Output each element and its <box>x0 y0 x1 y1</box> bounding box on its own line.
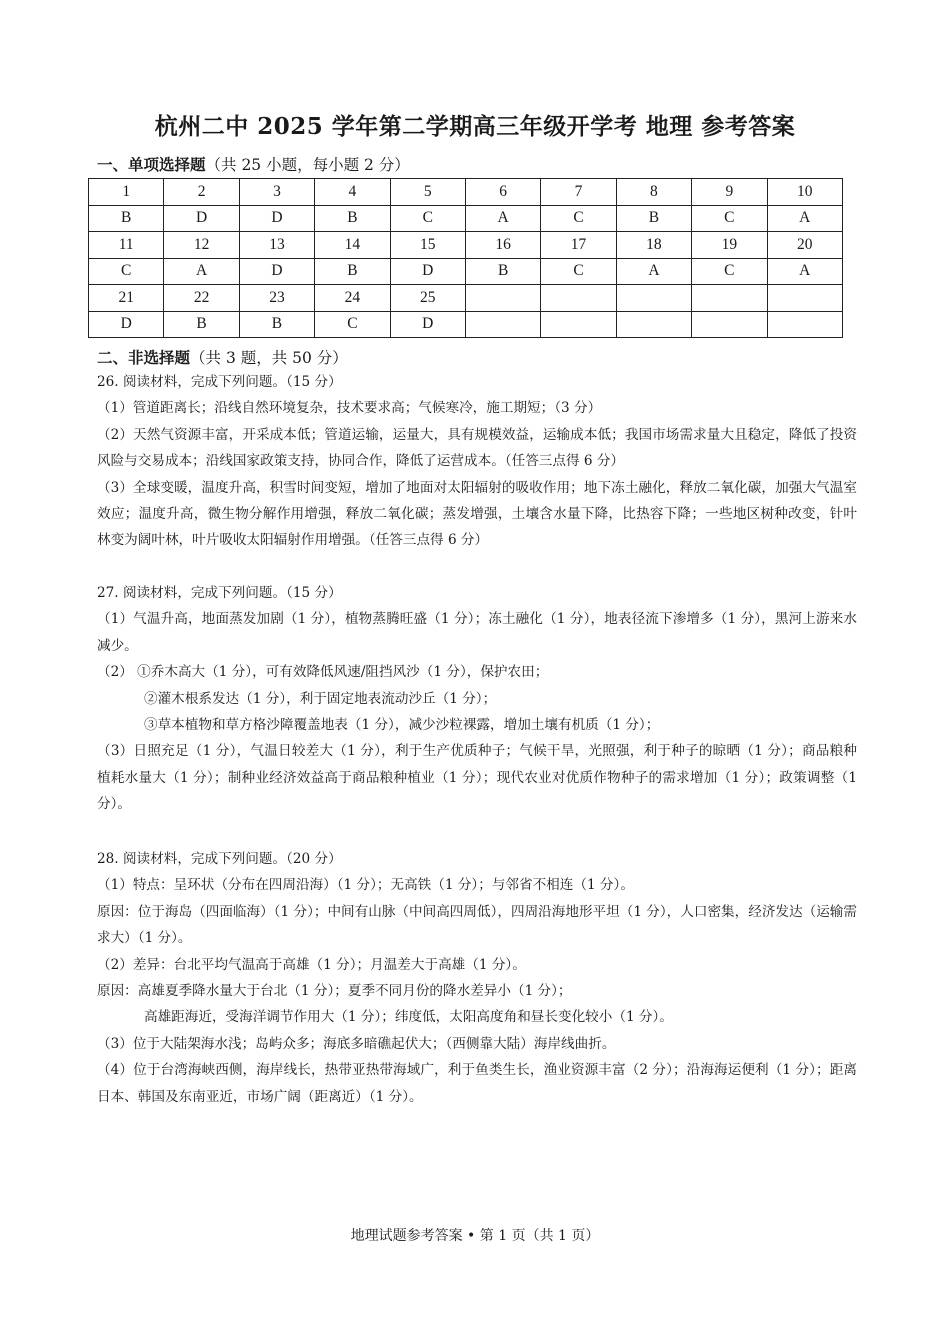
answer-cell: D <box>239 205 314 232</box>
section-heading-text: 二、非选择题 <box>97 348 191 367</box>
question-number-cell: 10 <box>767 179 842 206</box>
question-number-cell: 18 <box>616 232 691 259</box>
question-27-answer-2-3: ③草本植物和草方格沙障覆盖地表（1 分），减少沙粒裸露，增加土壤有机质（1 分）； <box>144 717 660 734</box>
answer-cell: C <box>390 205 465 232</box>
question-number-cell: 12 <box>164 232 239 259</box>
question-28-answer-2-reason-2: 高雄距海近，受海洋调节作用大（1 分）；纬度低，太阳高度角和昼长变化较小（1 分）。 <box>144 1009 673 1026</box>
question-number-cell: 8 <box>616 179 691 206</box>
answer-cell: B <box>89 205 164 232</box>
section-heading-choice <box>97 153 410 175</box>
section-heading-text: 一、单项选择题 <box>97 155 206 174</box>
question-number-cell <box>465 285 540 312</box>
question-number-cell <box>767 285 842 312</box>
question-27-header: 27. 阅读材料，完成下列问题。（15 分） <box>97 585 342 601</box>
question-28-answer-2: （2）差异：台北平均气温高于高雄（1 分）；月温差大于高雄（1 分）。 <box>97 956 526 973</box>
page-title: 杭州二中 2025 学年第二学期高三年级开学考 地理 参考答案 <box>154 113 796 140</box>
answer-cell: A <box>164 258 239 285</box>
question-number-cell: 21 <box>89 285 164 312</box>
question-number-cell: 19 <box>692 232 767 259</box>
answer-cell: B <box>315 258 390 285</box>
answer-cell: B <box>239 311 314 338</box>
answer-cell: C <box>541 205 616 232</box>
question-number-cell: 2 <box>164 179 239 206</box>
answer-cell: A <box>767 205 842 232</box>
question-number-cell: 9 <box>692 179 767 206</box>
answer-cell <box>692 311 767 338</box>
answer-cell: C <box>541 258 616 285</box>
answer-cell: D <box>390 258 465 285</box>
question-number-cell: 25 <box>390 285 465 312</box>
question-number-cell: 16 <box>465 232 540 259</box>
answer-row <box>89 311 843 338</box>
answer-cell: A <box>465 205 540 232</box>
answer-cell: B <box>164 311 239 338</box>
answer-table <box>88 178 843 338</box>
question-27-answer-3: （3）日照充足（1 分），气温日较差大（1 分），利于生产优质种子；气候干旱，光照强，利于种子的晾晒（1 分）；商品粮种植耗水量大（1 分）；制种业经济效益高于商品粮种植业（1 分）；现代农业对优质作物种子的需求增加（1 分）；政策调整（1 分）。 <box>97 743 857 813</box>
question-28-answer-4: （4）位于台湾海峡西侧，海岸线长，热带亚热带海域广，利于鱼类生长，渔业资源丰富（2 分）；沿海海运便利（1 分）；距离日本、韩国及东南亚近，市场广阔（距离近）（1 分）。 <box>97 1062 857 1105</box>
answer-row <box>89 205 843 232</box>
question-number-cell <box>692 285 767 312</box>
page-footer: 地理试题参考答案 • 第 1 页（共 1 页） <box>350 1228 600 1244</box>
answer-cell: B <box>616 205 691 232</box>
answer-cell <box>465 311 540 338</box>
answer-cell <box>616 311 691 338</box>
question-26-block <box>97 369 857 554</box>
section-heading-note: （共 3 题，共 50 分） <box>190 349 348 367</box>
question-number-cell: 1 <box>89 179 164 206</box>
question-27-answer-1: （1）气温升高，地面蒸发加剧（1 分），植物蒸腾旺盛（1 分）；冻土融化（1 分），地表径流下渗增多（1 分），黑河上游来水减少。 <box>97 611 857 654</box>
question-26-answer-3: （3）全球变暖，温度升高，积雪时间变短，增加了地面对太阳辐射的吸收作用；地下冻土融化，释放二氧化碳，加强大气温室效应；温度升高，微生物分解作用增强，释放二氧化碳；蒸发增强，土壤含水量下降，比热容下降；一些地区树种改变，针叶林变为阔叶林，叶片吸收太阳辐射作用增强。（任答三点得 6 分） <box>97 479 857 549</box>
question-number-cell: 23 <box>239 285 314 312</box>
question-26-answer-1: （1）管道距离长；沿线自然环境复杂，技术要求高；气候寒冷，施工期短；（3 分） <box>97 400 602 417</box>
answer-row <box>89 258 843 285</box>
answer-cell: B <box>465 258 540 285</box>
question-number-cell <box>616 285 691 312</box>
answer-cell: D <box>239 258 314 285</box>
answer-cell: C <box>692 205 767 232</box>
question-number-cell: 13 <box>239 232 314 259</box>
question-number-cell: 17 <box>541 232 616 259</box>
question-number-cell: 5 <box>390 179 465 206</box>
question-28-answer-1-reason: 原因：位于海岛（四面临海）（1 分）；中间有山脉（中间高四周低），四周沿海地形平坦（1 分），人口密集，经济发达（运输需求大）（1 分）。 <box>97 903 857 947</box>
question-26-header: 26. 阅读材料，完成下列问题。（15 分） <box>97 374 342 390</box>
question-number-cell <box>541 285 616 312</box>
answer-cell: B <box>315 205 390 232</box>
answer-cell <box>541 311 616 338</box>
answer-cell: A <box>767 258 842 285</box>
answer-cell: A <box>616 258 691 285</box>
question-28-answer-3: （3）位于大陆架海水浅；岛屿众多；海底多暗礁起伏大；（西侧靠大陆）海岸线曲折。 <box>97 1035 616 1052</box>
question-26-answer-2: （2）天然气资源丰富，开采成本低；管道运输，运量大，具有规模效益，运输成本低；我国市场需求量大且稳定，降低了投资风险与交易成本；沿线国家政策支持，协同合作，降低了运营成本。（任答三点得 6 分） <box>97 426 857 470</box>
question-number-cell: 3 <box>239 179 314 206</box>
question-27-answer-2-1: （2） ①乔木高大（1 分），可有效降低风速/阻挡风沙（1 分），保护农田； <box>97 664 549 681</box>
question-27-block <box>97 580 857 818</box>
answer-cell: C <box>315 311 390 338</box>
question-number-cell: 20 <box>767 232 842 259</box>
question-28-block <box>97 846 857 1110</box>
question-28-answer-1: （1）特点：呈环状（分布在四周沿海）（1 分）；无高铁（1 分）；与邻省不相连（1 分）。 <box>97 877 634 894</box>
answer-cell: D <box>390 311 465 338</box>
question-number-cell: 24 <box>315 285 390 312</box>
question-number-cell: 15 <box>390 232 465 259</box>
question-number-cell: 6 <box>465 179 540 206</box>
question-number-row <box>89 232 843 259</box>
question-28-answer-2-reason: 原因：高雄夏季降水量大于台北（1 分）；夏季不同月份的降水差异小（1 分）； <box>97 983 572 1000</box>
question-number-cell: 11 <box>89 232 164 259</box>
section-heading-nonchoice <box>97 346 348 368</box>
question-27-answer-2-2: ②灌木根系发达（1 分），利于固定地表流动沙丘（1 分）； <box>144 690 497 707</box>
question-number-row <box>89 285 843 312</box>
answer-cell: C <box>692 258 767 285</box>
answer-cell: D <box>89 311 164 338</box>
question-28-header: 28. 阅读材料，完成下列问题。（20 分） <box>97 851 342 867</box>
question-number-cell: 14 <box>315 232 390 259</box>
section-heading-note: （共 25 小题，每小题 2 分） <box>205 156 410 174</box>
answer-cell <box>767 311 842 338</box>
answer-cell: D <box>164 205 239 232</box>
answer-cell: C <box>89 258 164 285</box>
question-number-cell: 4 <box>315 179 390 206</box>
question-number-cell: 7 <box>541 179 616 206</box>
question-number-row <box>89 179 843 206</box>
question-number-cell: 22 <box>164 285 239 312</box>
